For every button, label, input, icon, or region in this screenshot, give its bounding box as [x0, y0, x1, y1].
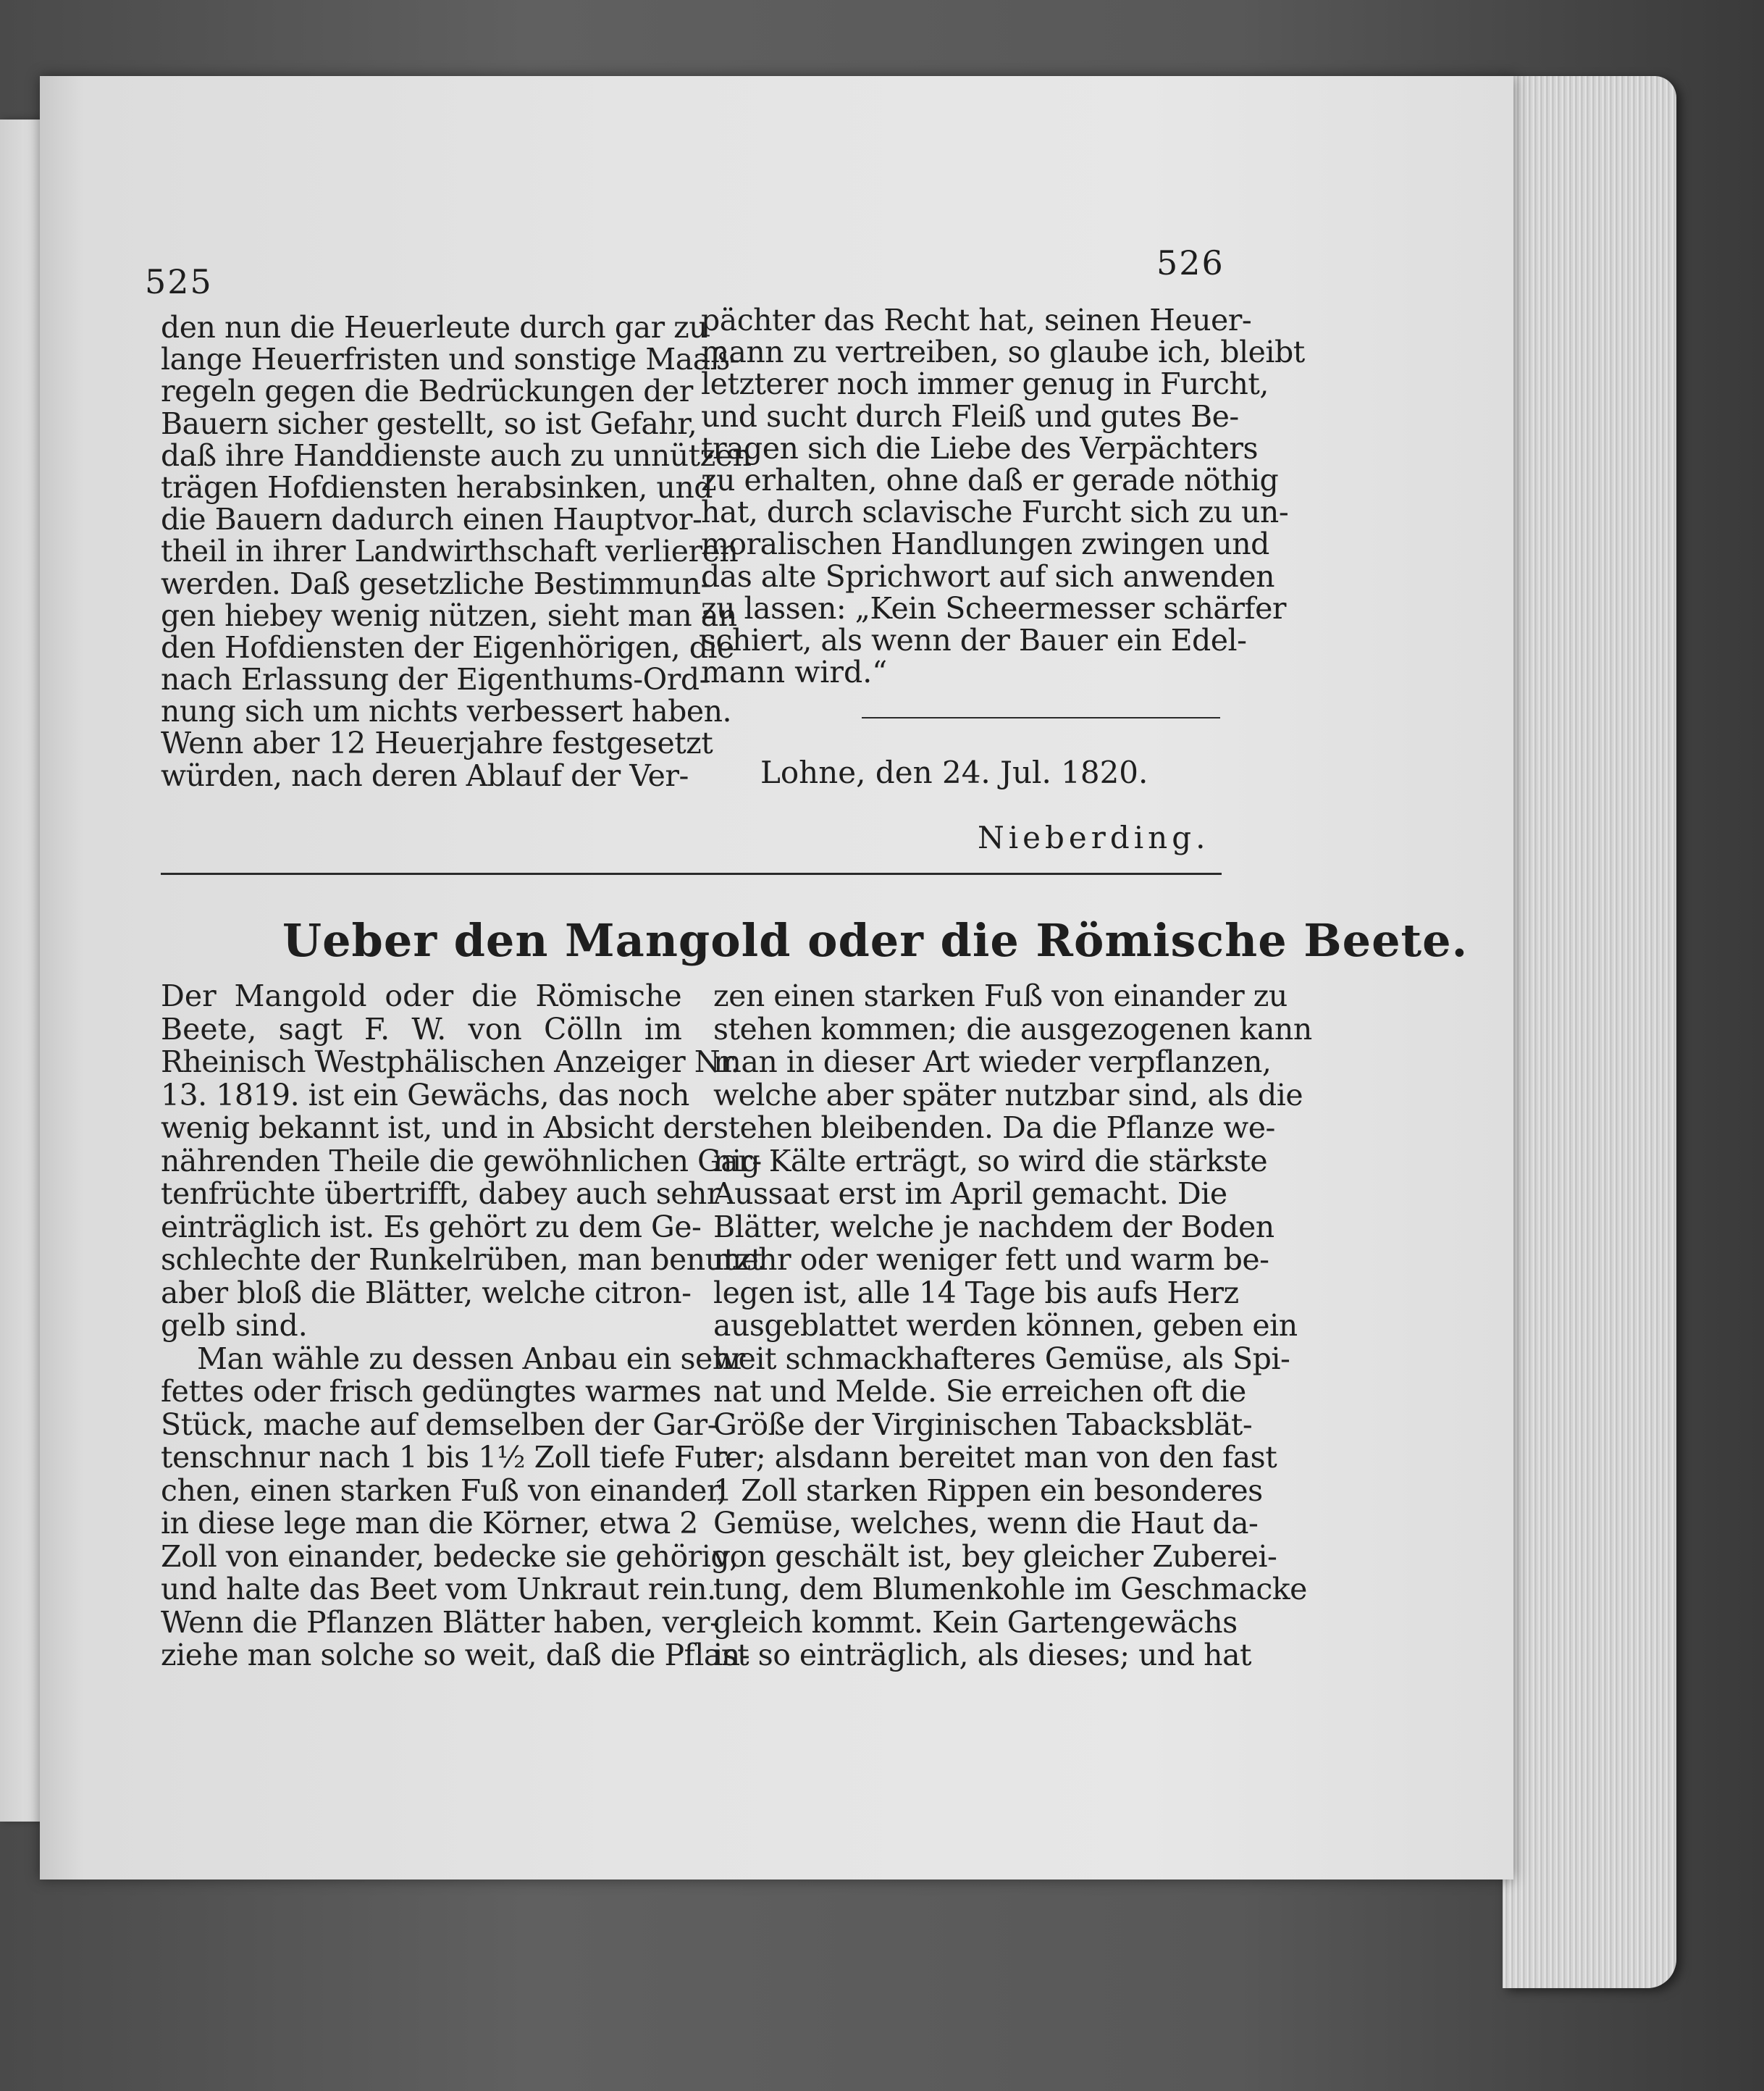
text-line: chen, einen starken Fuß von einander,	[161, 1472, 727, 1508]
lower-left-column	[161, 979, 763, 1672]
page-number-left: 525	[145, 262, 213, 301]
text-line: Rheinisch Westphälischen Anzeiger Nr.	[161, 1044, 740, 1079]
text-line: hat, durch sclavische Furcht sich zu un-	[701, 495, 1289, 530]
text-line: wenig bekannt ist, und in Absicht der	[161, 1110, 713, 1145]
text-line: zu lassen: „Kein Scheermesser schärfer	[701, 590, 1286, 626]
text-line: gen hiebey wenig nützen, sieht man an	[161, 598, 737, 633]
text-line: lange Heuerfristen und sonstige Maaß-	[161, 342, 739, 377]
text-line: mann wird.“	[701, 655, 888, 690]
text-line: weit schmackhafteres Gemüse, als Spi-	[713, 1341, 1290, 1376]
text-line: stehen bleibenden. Da die Pflanze we-	[713, 1110, 1275, 1145]
text-line: und halte das Beet vom Unkraut rein.	[161, 1572, 716, 1606]
text-line: gleich kommt. Kein Gartengewächs	[713, 1604, 1238, 1640]
column-end-rule	[862, 717, 1220, 718]
text-line: in diese lege man die Körner, etwa 2	[161, 1506, 698, 1541]
text-line: legen ist, alle 14 Tage bis aufs Herz	[713, 1275, 1239, 1310]
text-line: von geschält ist, bey gleicher Zuberei-	[713, 1538, 1277, 1574]
upper-right-column	[701, 303, 1305, 690]
text-line: Gemüse, welches, wenn die Haut da-	[713, 1506, 1259, 1541]
text-line: nat und Melde. Sie erreichen oft die	[713, 1374, 1246, 1409]
text-line: fettes oder frisch gedüngtes warmes	[161, 1374, 702, 1409]
upper-left-column	[161, 310, 752, 793]
text-line: moralischen Handlungen zwingen und	[701, 527, 1269, 562]
text-line: Blätter, welche je nachdem der Boden	[713, 1209, 1274, 1244]
text-line: man in dieser Art wieder verpflanzen,	[713, 1044, 1272, 1079]
text-line: aber bloß die Blätter, welche citron-	[161, 1275, 692, 1310]
text-line: werden. Daß gesetzliche Bestimmun-	[161, 566, 710, 601]
text-line: daß ihre Handdienste auch zu unnützen	[161, 437, 752, 473]
text-line: nährenden Theile die gewöhnlichen Gar-	[161, 1143, 762, 1178]
text-line: nung sich um nichts verbessert haben.	[161, 694, 732, 729]
text-line: Wenn die Pflanzen Blätter haben, ver-	[161, 1604, 720, 1640]
text-line: regeln gegen die Bedrückungen der	[161, 374, 693, 409]
text-line: gelb sind.	[161, 1308, 308, 1343]
text-line: Beete, sagt F. W. von Cölln im	[161, 1011, 682, 1047]
text-line: schlechte der Runkelrüben, man benutzt	[161, 1242, 763, 1277]
section-divider-rule	[161, 873, 1222, 875]
text-line: letzterer noch immer genug in Furcht,	[701, 366, 1269, 402]
text-line: Bauern sicher gestellt, so ist Gefahr,	[161, 406, 697, 441]
text-line: schiert, als wenn der Bauer ein Edel-	[701, 622, 1247, 658]
text-line: zen einen starken Fuß von einander zu	[713, 979, 1288, 1013]
text-line: trägen Hofdiensten herabsinken, und	[161, 469, 713, 505]
text-line: Stück, mache auf demselben der Gar-	[161, 1407, 717, 1442]
text-line: Zoll von einander, bedecke sie gehörig,	[161, 1538, 739, 1574]
text-line: Wenn aber 12 Heuerjahre festgesetzt	[161, 726, 713, 761]
text-line: tragen sich die Liebe des Verpächters	[701, 430, 1259, 466]
lower-right-column	[713, 979, 1312, 1672]
text-line: Der Mangold oder die Römische	[161, 979, 682, 1013]
text-line: Aussaat erst im April gemacht. Die	[713, 1176, 1227, 1211]
text-line: ausgeblattet werden können, geben ein	[713, 1308, 1298, 1343]
text-line: die Bauern dadurch einen Hauptvor-	[161, 502, 702, 537]
text-line: tung, dem Blumenkohle im Geschmacke	[713, 1572, 1307, 1606]
text-line: einträglich ist. Es gehört zu dem Ge-	[161, 1209, 702, 1244]
page-number-right: 526	[1156, 243, 1225, 282]
text-line: 13. 1819. ist ein Gewächs, das noch	[161, 1077, 689, 1112]
text-line: mehr oder weniger fett und warm be-	[713, 1242, 1269, 1277]
text-line: zu erhalten, ohne daß er gerade nöthig	[701, 462, 1279, 498]
text-line: den nun die Heuerleute durch gar zu	[161, 310, 708, 345]
article-heading: Ueber den Mangold oder die Römische Beete.	[282, 914, 1469, 967]
text-line: den Hofdiensten der Eigenhörigen, die	[161, 629, 734, 665]
text-line: und sucht durch Fleiß und gutes Be-	[701, 398, 1239, 434]
text-line: das alte Sprichwort auf sich anwenden	[701, 558, 1275, 594]
place-date: Lohne, den 24. Jul. 1820.	[760, 755, 1148, 790]
text-line: mann zu vertreiben, so glaube ich, bleibt	[701, 335, 1305, 370]
signature: Nieberding.	[978, 820, 1210, 855]
text-line: Größe der Virginischen Tabacksblät-	[713, 1407, 1253, 1442]
text-line: nig Kälte erträgt, so wird die stärkste	[713, 1143, 1268, 1178]
text-line: 1 Zoll starken Rippen ein besonderes	[713, 1472, 1263, 1508]
text-line: Man wähle zu dessen Anbau ein sehr	[197, 1341, 745, 1376]
text-line: welche aber später nutzbar sind, als die	[713, 1077, 1303, 1112]
text-line: würden, nach deren Ablauf der Ver-	[161, 758, 689, 793]
text-line: ziehe man solche so weit, daß die Pflan-	[161, 1638, 750, 1672]
text-line: stehen kommen; die ausgezogenen kann	[713, 1011, 1312, 1047]
text-line: tenfrüchte übertrifft, dabey auch sehr	[161, 1176, 721, 1211]
text-line: tenschnur nach 1 bis 1½ Zoll tiefe Fur-	[161, 1440, 737, 1475]
text-line: theil in ihrer Landwirthschaft verlieren	[161, 534, 739, 569]
text-line: nach Erlassung der Eigenthums-Ord-	[161, 662, 709, 697]
text-line: pächter das Recht hat, seinen Heuer-	[701, 303, 1252, 338]
text-line: ist so einträglich, als dieses; und hat	[713, 1638, 1251, 1672]
text-line: ter; alsdann bereitet man von den fast	[713, 1440, 1277, 1475]
